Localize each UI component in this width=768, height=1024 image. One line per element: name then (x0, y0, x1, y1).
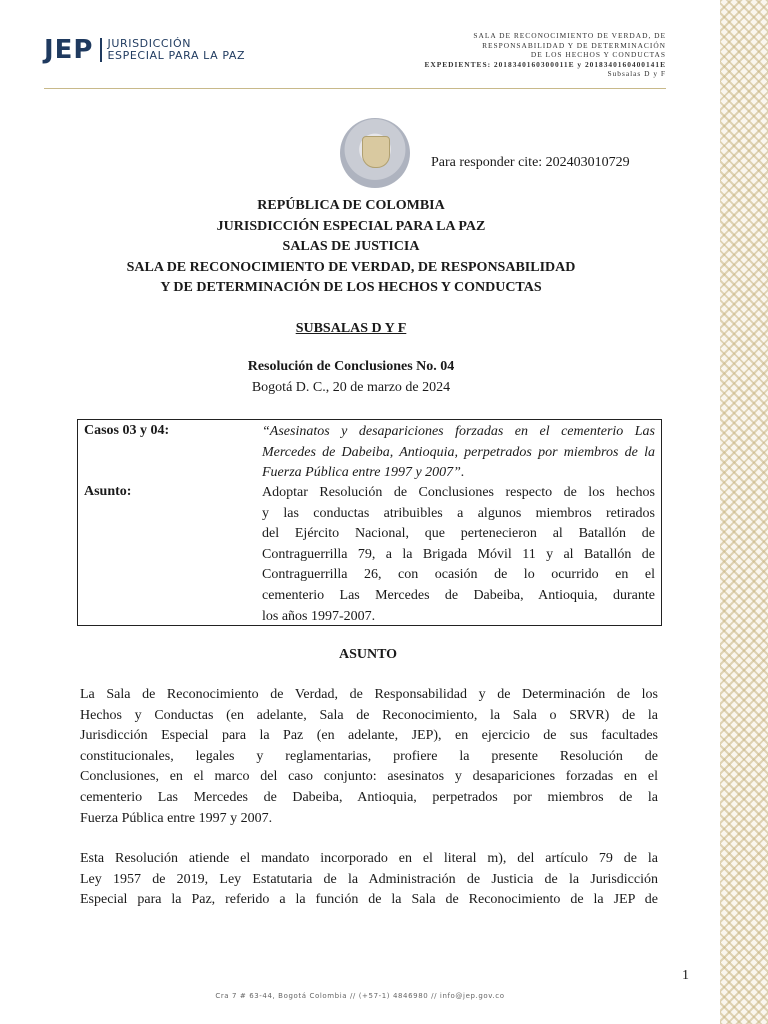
footer-contact: Cra 7 # 63-44, Bogotá Colombia // (+57-1) 4846980 // info@jep.gov.co (215, 992, 505, 1000)
jep-logo (44, 36, 245, 64)
colombia-seal-icon (340, 118, 410, 188)
para1-line: La Sala de Reconocimiento de Verdad, de Responsabilidad y de Determinación de los (80, 687, 658, 702)
para2-line: Esta Resolución atiende el mandato incorporado en el literal m), del artículo 79 de la (80, 851, 658, 866)
para1-line: Hechos y Conductas (en adelante, Sala de Reconocimiento, la Sala o SRVR) de la (80, 707, 658, 723)
logo-abbreviation: JEP (44, 35, 94, 65)
title-line-1: REPÚBLICA DE COLOMBIA (257, 198, 445, 213)
para1-line: Conclusiones, en el marco del caso conjunto: asesinatos y desapariciones forzadas en el (80, 769, 658, 785)
para1-line: Jurisdicción Especial para la Paz (en adelante, JEP), en ejercicio de sus facultades (80, 728, 658, 744)
case-summary-table (77, 419, 662, 626)
subject-line-1: Adoptar Resolución de Conclusiones respecto de los hechos (262, 485, 655, 500)
subject-description (262, 483, 655, 627)
page-number: 1 (682, 968, 689, 983)
subject-line-3: del Ejército Nacional, que pertenecieron al Batallón de (262, 526, 655, 542)
cases-line-2: Mercedes de Dabeiba, Antioquia, perpetrados por miembros de la (262, 444, 655, 460)
para1-line: cementerio Las Mercedes de Dabeiba, Antioquia, perpetrados por miembros de la (80, 789, 658, 805)
logo-line-2: ESPECIAL PARA LA PAZ (107, 49, 246, 62)
seal-shield-icon (362, 136, 390, 168)
subject-line-6: cementerio Las Mercedes de Dabeiba, Antioquia, durante (262, 587, 655, 603)
logo-line-1: JURISDICCIÓN (107, 37, 192, 50)
header-subsalas: Subsalas D y F (607, 69, 666, 79)
cases-line-3: Fuerza Pública entre 1997 y 2007”. (262, 465, 465, 481)
cases-line-1: “Asesinatos y desapariciones forzadas en el cementerio Las (262, 424, 655, 439)
para2-line: Especial para la Paz, referido a la función de la Sala de Reconocimiento de la JEP de (80, 892, 658, 908)
place-date: Bogotá D. C., 20 de marzo de 2024 (251, 380, 451, 395)
para1-line: Fuerza Pública entre 1997 y 2007. (80, 810, 273, 826)
header-ref-line-3: DE LOS HECHOS Y CONDUCTAS (530, 50, 666, 60)
para2-line: Ley 1957 de 2019, Ley Estatutaria de la Administración de Justicia de la Jurisdicción (80, 871, 658, 887)
title-line-2: JURISDICCIÓN ESPECIAL PARA LA PAZ (216, 218, 486, 234)
title-line-5: Y DE DETERMINACIÓN DE LOS HECHOS Y CONDUCTAS (160, 280, 542, 296)
title-line-4: SALA DE RECONOCIMIENTO DE VERDAD, DE RESPONSABILIDAD (126, 259, 576, 275)
cases-description (262, 422, 655, 484)
subsalas-heading: SUBSALAS D Y F (295, 321, 407, 336)
paragraph-1 (80, 685, 658, 829)
title-line-3: SALAS DE JUSTICIA (282, 239, 420, 255)
header-ref-line-2: RESPONSABILIDAD Y DE DETERMINACIÓN (482, 40, 666, 50)
subject-line-4: Contraguerrilla 79, a la Brigada Móvil 11 y al Batallón de (262, 546, 655, 562)
logo-divider (100, 38, 102, 62)
paragraph-2 (80, 849, 658, 911)
document-title (80, 196, 622, 299)
header-reference (424, 31, 666, 79)
para1-line: constitucionales, legales y reglamentarias, profiere la presente Resolución de (80, 748, 658, 764)
cite-reference: Para responder cite: 202403010729 (431, 155, 630, 170)
header-ref-line-1: SALA DE RECONOCIMIENTO DE VERDAD, DE (473, 31, 666, 40)
cases-label: Casos 03 y 04: (84, 423, 170, 438)
subject-line-7: los años 1997-2007. (262, 608, 376, 624)
header-divider (44, 88, 666, 89)
logo-name (108, 38, 246, 62)
resolution-number: Resolución de Conclusiones No. 04 (247, 359, 455, 374)
subject-line-2: y las conductas atribuibles a algunos miembros retirados (262, 505, 655, 521)
asunto-heading: ASUNTO (338, 647, 398, 662)
subject-line-5: Contraguerrilla 26, con ocasión de lo ocurrido en el (262, 567, 655, 583)
subject-label: Asunto: (84, 484, 132, 499)
header-expedientes: EXPEDIENTES: 2018340160300011E y 2018340160400141E (424, 59, 666, 69)
decorative-side-pattern (720, 0, 768, 1024)
